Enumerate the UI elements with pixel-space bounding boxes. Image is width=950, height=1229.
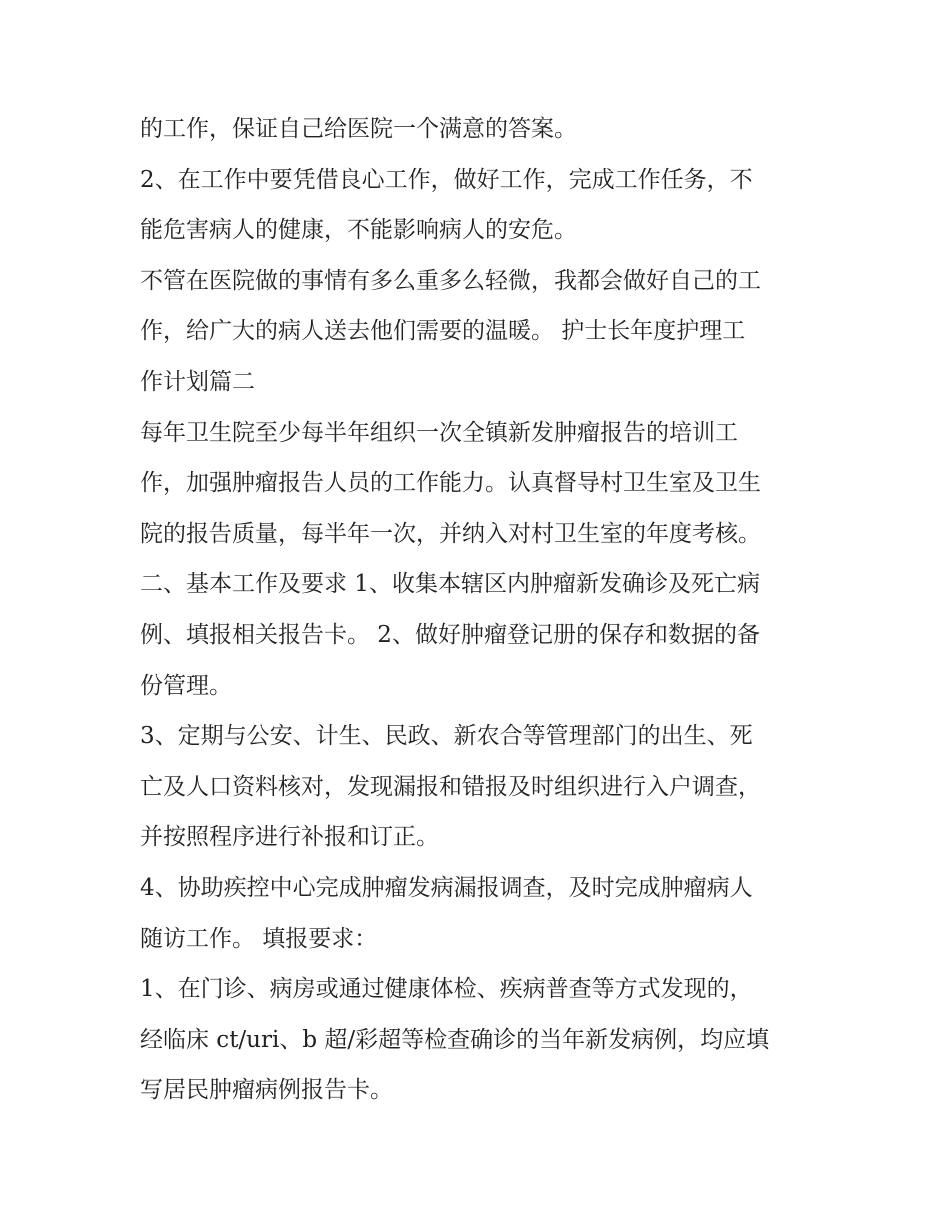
text-line: 1、在门诊、病房或通过健康体检、疾病普查等方式发现的， <box>140 976 753 1003</box>
text-line: 亡及人口资料核对，发现漏报和错报及时组织进行入户调查， <box>140 773 761 800</box>
text-line: 作，给广大的病人送去他们需要的温暖。 护士长年度护理工 <box>140 318 746 345</box>
text-line: 份管理。 <box>140 672 232 699</box>
text-line: 的工作，保证自己给医院一个满意的答案。 <box>140 116 577 142</box>
text-line: 并按照程序进行补报和订正。 <box>140 824 439 851</box>
text-line: 例、填报相关报告卡。 2、做好肿瘤登记册的保存和数据的备 <box>140 621 760 648</box>
text-line: 不管在医院做的事情有多么重多么轻微，我都会做好自己的工 <box>140 267 761 294</box>
text-line: 写居民肿瘤病例报告卡。 <box>140 1077 393 1104</box>
text-line: 3、定期与公安、计生、民政、新农合等管理部门的出生、死 <box>140 723 753 750</box>
text-line: 每年卫生院至少每半年组织一次全镇新发肿瘤报告的培训工 <box>140 419 738 446</box>
text-line: 2、在工作中要凭借良心工作，做好工作，完成工作任务，不 <box>140 166 753 193</box>
text-line: 作，加强肿瘤报告人员的工作能力。认真督导村卫生室及卫生 <box>140 470 761 497</box>
document-body <box>140 104 820 1116</box>
text-line: 4、协助疾控中心完成肿瘤发病漏报调查，及时完成肿瘤病人 <box>140 874 753 901</box>
text-line: 作计划篇二 <box>140 368 255 395</box>
text-line: 能危害病人的健康，不能影响病人的安危。 <box>140 217 577 244</box>
text-line: 经临床 ct/uri、b 超/彩超等检查确诊的当年新发病例，均应填 <box>140 1026 770 1053</box>
text-line: 二、基本工作及要求 1、收集本辖区内肿瘤新发确诊及死亡病 <box>140 571 760 598</box>
text-line: 院的报告质量，每半年一次，并纳入对村卫生室的年度考核。 <box>140 520 761 547</box>
text-line: 随访工作。 填报要求： <box>140 925 378 952</box>
